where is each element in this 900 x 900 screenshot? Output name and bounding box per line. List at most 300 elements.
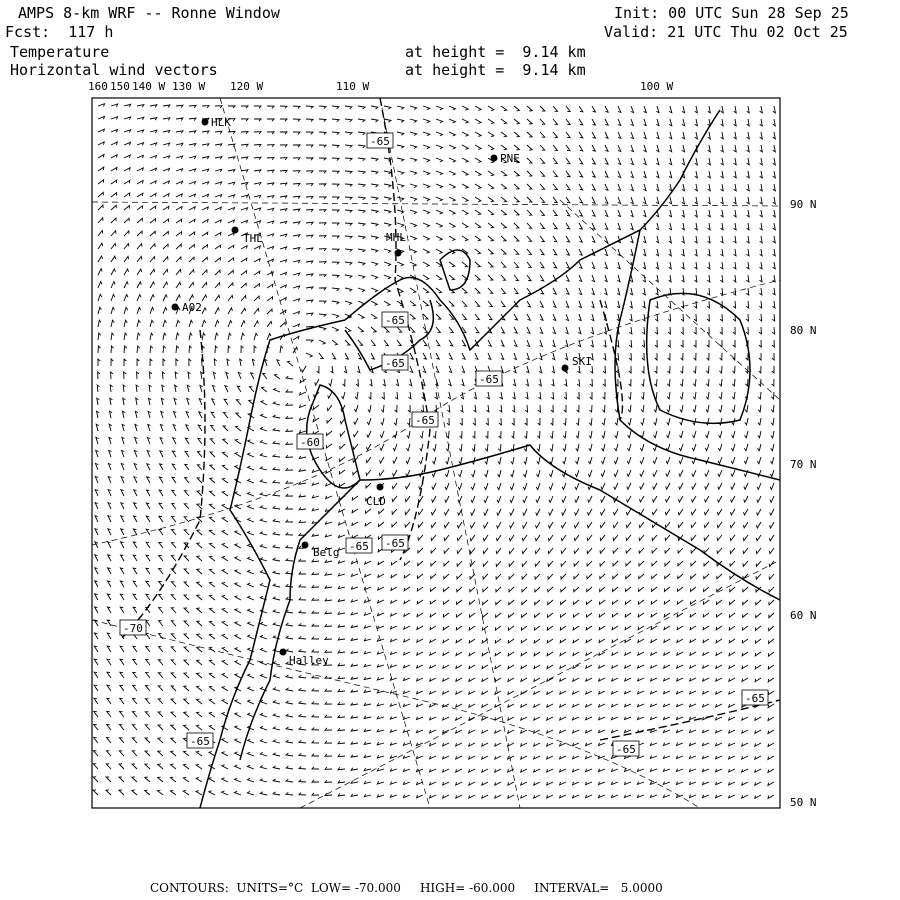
wind-vector <box>248 453 254 457</box>
wind-vector <box>536 483 540 490</box>
wind-vector <box>172 490 176 496</box>
wind-vector <box>655 327 657 334</box>
wind-vector <box>111 359 113 366</box>
wind-vector <box>371 106 378 109</box>
wind-vector <box>560 717 566 720</box>
wind-vector <box>695 158 698 165</box>
wind-vector <box>132 777 137 782</box>
wind-vector <box>614 483 618 489</box>
wind-vector <box>183 777 189 782</box>
wind-vector <box>397 327 402 332</box>
wind-vector <box>197 582 202 587</box>
wind-vector <box>352 522 358 526</box>
wind-vector <box>605 132 608 138</box>
wind-vector <box>286 779 293 782</box>
wind-vector <box>514 249 519 254</box>
wind-vector <box>358 119 365 122</box>
wind-vector <box>605 197 608 203</box>
wind-vector <box>358 210 365 213</box>
wind-vector <box>326 457 332 461</box>
wind-vector <box>695 262 698 269</box>
wind-vector <box>612 769 619 772</box>
wind-vector <box>423 197 430 201</box>
wind-vector <box>235 713 241 717</box>
wind-vector <box>524 457 527 464</box>
wind-vector <box>148 424 151 431</box>
wind-vector <box>651 613 657 617</box>
wind-vector <box>273 714 280 717</box>
wind-vector <box>527 262 531 268</box>
wind-vector <box>325 780 332 782</box>
wind-vector <box>587 548 592 553</box>
wind-vector <box>525 418 527 425</box>
wind-vector <box>306 287 313 290</box>
wind-vector <box>371 119 378 122</box>
wind-vector <box>417 704 424 707</box>
wind-vector <box>602 431 605 438</box>
wind-vector <box>197 569 202 574</box>
wind-vector <box>145 751 150 756</box>
wind-vector <box>404 652 410 655</box>
wind-vector <box>392 483 397 489</box>
wind-vector <box>197 491 202 496</box>
wind-vector <box>599 665 605 668</box>
wind-vector <box>729 639 735 643</box>
wind-vector <box>586 613 592 617</box>
wind-vector <box>134 516 138 522</box>
wind-vector <box>574 561 579 566</box>
wind-vector <box>172 464 176 470</box>
wind-vector <box>496 561 501 566</box>
wind-vector <box>293 145 300 147</box>
wind-vector <box>669 275 672 282</box>
wind-vector <box>293 119 300 121</box>
wind-vector <box>163 219 169 223</box>
wind-vector <box>601 483 605 489</box>
wind-vector <box>704 548 709 553</box>
wind-vector <box>540 327 543 333</box>
wind-vector <box>222 791 228 795</box>
wind-vector <box>396 379 399 386</box>
wind-vector <box>160 438 163 444</box>
wind-vector <box>755 782 761 785</box>
wind-vector <box>332 275 339 278</box>
wind-vector <box>122 451 125 458</box>
wind-vector <box>338 702 345 704</box>
wind-vector <box>669 210 672 217</box>
wind-vector <box>417 587 423 591</box>
wind-vector <box>769 626 774 631</box>
wind-vector <box>678 509 683 515</box>
wind-vector <box>574 548 579 553</box>
wind-vector <box>319 197 326 199</box>
wind-vector <box>574 535 579 541</box>
wind-vector <box>760 275 763 282</box>
wind-vector <box>235 622 241 626</box>
wind-vector <box>449 119 455 123</box>
wind-vector <box>332 197 339 199</box>
wind-vector <box>631 197 634 204</box>
wind-vector <box>682 119 685 126</box>
wind-vector <box>210 491 215 496</box>
wind-vector <box>755 665 761 669</box>
contour-label <box>120 620 146 635</box>
wind-vector <box>358 223 365 226</box>
wind-vector <box>482 756 488 759</box>
wind-vector <box>227 359 230 366</box>
wind-vector <box>643 184 646 191</box>
wind-vector <box>95 503 98 509</box>
wind-vector <box>319 132 326 135</box>
wind-vector <box>612 626 618 630</box>
wind-vector <box>629 379 631 386</box>
wind-vector <box>241 246 247 249</box>
wind-vector <box>462 158 468 162</box>
wind-vector <box>588 470 592 477</box>
wind-vector <box>338 638 345 641</box>
wind-vector <box>189 182 196 185</box>
wind-vector <box>293 106 300 109</box>
wind-vector <box>618 171 621 178</box>
wind-vector <box>261 401 267 405</box>
wind-vector <box>678 548 683 553</box>
wind-vector <box>561 548 566 554</box>
wind-vector <box>433 457 437 464</box>
wind-vector <box>371 262 378 266</box>
wind-vector <box>209 582 215 587</box>
wind-vector <box>163 232 168 237</box>
wind-vector <box>768 730 774 734</box>
wind-vector <box>299 430 306 433</box>
wind-vector <box>436 106 443 110</box>
wind-vector <box>97 411 100 418</box>
wind-vector <box>312 793 319 795</box>
wind-vector <box>747 197 750 204</box>
wind-vector <box>241 258 247 262</box>
wind-vector <box>159 569 163 575</box>
wind-vector <box>235 531 241 535</box>
wind-vector <box>368 405 371 412</box>
wind-vector <box>768 665 774 669</box>
wind-vector <box>111 218 116 223</box>
wind-vector <box>418 561 423 566</box>
wind-vector <box>420 444 423 451</box>
wind-vector <box>197 673 202 678</box>
wind-vector <box>482 652 488 656</box>
wind-vector <box>501 210 506 215</box>
wind-vector <box>656 236 659 243</box>
wind-vector <box>511 457 514 464</box>
wind-vector <box>482 717 488 720</box>
wind-vector <box>469 678 475 682</box>
wind-vector <box>496 548 501 554</box>
wind-vector <box>644 119 647 126</box>
wind-vector <box>586 743 592 746</box>
wind-vector <box>449 184 455 188</box>
wind-vector <box>312 572 319 574</box>
wind-vector <box>755 795 761 798</box>
wind-vector <box>579 236 582 242</box>
wind-vector <box>508 704 514 707</box>
wind-vector <box>107 659 111 665</box>
wind-vector <box>640 483 644 489</box>
wind-vector <box>565 340 568 347</box>
wind-vector <box>222 739 228 743</box>
wind-vector <box>527 236 532 241</box>
wind-vector <box>260 726 267 730</box>
wind-vector <box>150 181 156 184</box>
wind-vector <box>176 346 179 353</box>
wind-vector <box>540 249 544 255</box>
wind-vector <box>280 132 287 134</box>
wind-vector <box>248 518 255 522</box>
wind-vector <box>351 794 358 797</box>
wind-vector <box>653 483 657 489</box>
wind-vector <box>293 336 299 340</box>
wind-vector <box>338 728 345 730</box>
wind-vector <box>248 479 255 483</box>
wind-vector <box>706 379 709 386</box>
wind-vector <box>145 790 150 795</box>
wind-vector <box>299 559 306 561</box>
wind-vector <box>430 743 436 746</box>
contour-label <box>297 434 323 449</box>
wind-vector <box>265 359 268 366</box>
wind-vector <box>163 156 170 159</box>
wind-vector <box>95 555 98 561</box>
wind-vector <box>111 294 115 301</box>
wind-vector <box>631 184 634 191</box>
wind-vector <box>617 262 620 269</box>
wind-vector <box>510 509 514 515</box>
wind-vector <box>443 678 449 681</box>
wind-vector <box>286 623 293 626</box>
wind-vector <box>508 626 514 630</box>
wind-vector <box>235 570 241 574</box>
wind-vector <box>410 106 417 110</box>
svg-text:-65: -65 <box>349 540 369 553</box>
wind-vector <box>527 119 532 124</box>
wind-vector <box>202 207 208 210</box>
wind-vector <box>755 769 761 772</box>
wind-vector <box>228 220 234 223</box>
wind-vector <box>456 704 462 707</box>
wind-vector <box>98 372 100 379</box>
wind-vector <box>122 411 125 418</box>
wind-vector <box>560 782 566 785</box>
wind-vector <box>549 509 553 515</box>
wind-vector <box>730 522 735 528</box>
wind-vector <box>664 704 671 707</box>
wind-vector <box>94 738 98 743</box>
wind-vector <box>224 413 229 418</box>
wind-vector <box>540 275 544 281</box>
wind-vector <box>430 717 436 720</box>
wind-vector <box>186 425 189 431</box>
wind-vector <box>146 555 150 561</box>
wind-vector <box>760 210 763 217</box>
wind-vector <box>602 418 605 425</box>
wind-vector <box>135 424 138 431</box>
wind-vector <box>773 145 776 152</box>
wind-vector <box>665 561 670 566</box>
wind-vector <box>364 690 371 693</box>
wind-vector <box>592 158 595 164</box>
wind-vector <box>651 665 657 668</box>
wind-vector <box>202 245 208 249</box>
wind-vector <box>471 522 476 528</box>
wind-vector <box>601 496 605 502</box>
wind-vector <box>729 743 735 746</box>
wind-vector <box>366 457 371 463</box>
wind-vector <box>184 647 189 652</box>
wind-vector <box>656 158 659 165</box>
wind-vector <box>107 646 111 652</box>
wind-vector <box>111 320 114 327</box>
wind-vector <box>94 672 98 678</box>
wind-vector <box>538 392 540 399</box>
wind-vector <box>614 457 618 464</box>
wind-vector <box>638 691 644 694</box>
wind-vector <box>446 457 449 464</box>
wind-vector <box>377 677 384 680</box>
wind-vector <box>743 535 748 541</box>
wind-vector <box>551 392 553 399</box>
wind-vector <box>319 106 326 109</box>
wind-vector <box>286 416 293 418</box>
wind-vector <box>312 495 319 498</box>
wind-vector <box>617 275 620 282</box>
wind-vector <box>485 470 488 477</box>
wind-vector <box>121 516 124 522</box>
wind-vector <box>137 206 143 210</box>
wind-vector <box>499 418 501 425</box>
wind-vector <box>159 647 164 652</box>
wind-vector <box>302 366 306 372</box>
wind-vector <box>756 574 761 579</box>
wind-vector <box>120 594 124 600</box>
wind-vector <box>98 346 101 353</box>
wind-vector <box>651 704 658 707</box>
wind-vector <box>286 584 293 587</box>
wind-vector <box>665 535 670 540</box>
wind-vector <box>390 768 397 771</box>
wind-vector <box>158 699 163 704</box>
wind-vector <box>771 418 774 425</box>
wind-vector <box>575 470 579 477</box>
wind-vector <box>338 794 345 797</box>
wind-vector <box>768 756 774 760</box>
wind-vector <box>430 678 436 681</box>
wind-vector <box>247 765 254 769</box>
wind-vector <box>498 444 501 451</box>
wind-vector <box>626 574 631 579</box>
wind-vector <box>384 171 391 174</box>
wind-vector <box>626 522 631 528</box>
wind-vector <box>599 782 606 785</box>
wind-vector <box>631 132 634 139</box>
wind-vector <box>134 451 137 458</box>
wind-vector <box>560 769 566 772</box>
wind-vector <box>600 574 605 579</box>
wind-vector <box>236 413 241 418</box>
lon-label-130w: 130 W <box>172 80 206 93</box>
wind-vector <box>325 702 332 704</box>
wind-vector <box>371 236 378 239</box>
wind-vector <box>280 106 287 109</box>
wind-vector <box>108 503 111 509</box>
wind-vector <box>355 392 358 399</box>
wind-vector <box>746 353 748 360</box>
wind-vector <box>717 509 722 515</box>
wind-vector <box>184 725 189 730</box>
wind-vector <box>770 483 774 490</box>
wind-vector <box>733 262 736 269</box>
wind-vector <box>158 673 163 678</box>
wind-vector <box>514 132 519 137</box>
wind-vector <box>561 600 566 605</box>
contour-label <box>346 538 372 553</box>
wind-vector <box>119 764 124 769</box>
wind-vector <box>222 478 228 483</box>
wind-vector <box>630 301 633 308</box>
wind-vector <box>405 561 411 565</box>
wind-vector <box>228 233 234 236</box>
wind-vector <box>642 366 644 373</box>
wind-vector <box>383 379 386 386</box>
wind-vector <box>469 769 475 772</box>
wind-vector <box>443 691 449 694</box>
wind-vector <box>539 366 542 373</box>
wind-vector <box>773 132 776 139</box>
wind-vector <box>377 729 384 732</box>
wind-vector <box>377 768 384 771</box>
wind-vector <box>755 730 761 733</box>
wind-vector <box>133 712 138 717</box>
wind-vector <box>137 372 139 379</box>
wind-vector <box>228 208 235 211</box>
wind-vector <box>743 522 748 528</box>
wind-vector <box>495 626 501 630</box>
wind-vector <box>509 561 514 566</box>
wind-vector <box>601 470 605 477</box>
lat-label-70n: 70 N <box>790 458 817 471</box>
wind-vector <box>189 232 195 236</box>
wind-vector <box>638 665 644 668</box>
wind-vector <box>564 405 566 412</box>
wind-vector <box>419 457 423 464</box>
wind-vector <box>691 509 696 515</box>
wind-vector <box>235 661 241 665</box>
wind-vector <box>260 532 267 535</box>
wind-vector <box>150 143 157 146</box>
wind-vector <box>579 301 582 308</box>
wind-vector <box>772 301 775 308</box>
wind-vector <box>338 586 345 589</box>
svg-text:A02: A02 <box>182 301 202 314</box>
wind-vector <box>390 795 397 798</box>
wind-vector <box>95 607 99 613</box>
wind-vector <box>254 309 259 315</box>
wind-vector <box>618 145 621 151</box>
wind-vector <box>638 704 645 707</box>
wind-vector <box>410 223 417 227</box>
wind-vector <box>286 455 293 457</box>
wind-vector <box>222 608 228 613</box>
contour-label <box>382 312 408 327</box>
wind-vector <box>98 320 101 327</box>
wind-vector <box>306 313 313 316</box>
